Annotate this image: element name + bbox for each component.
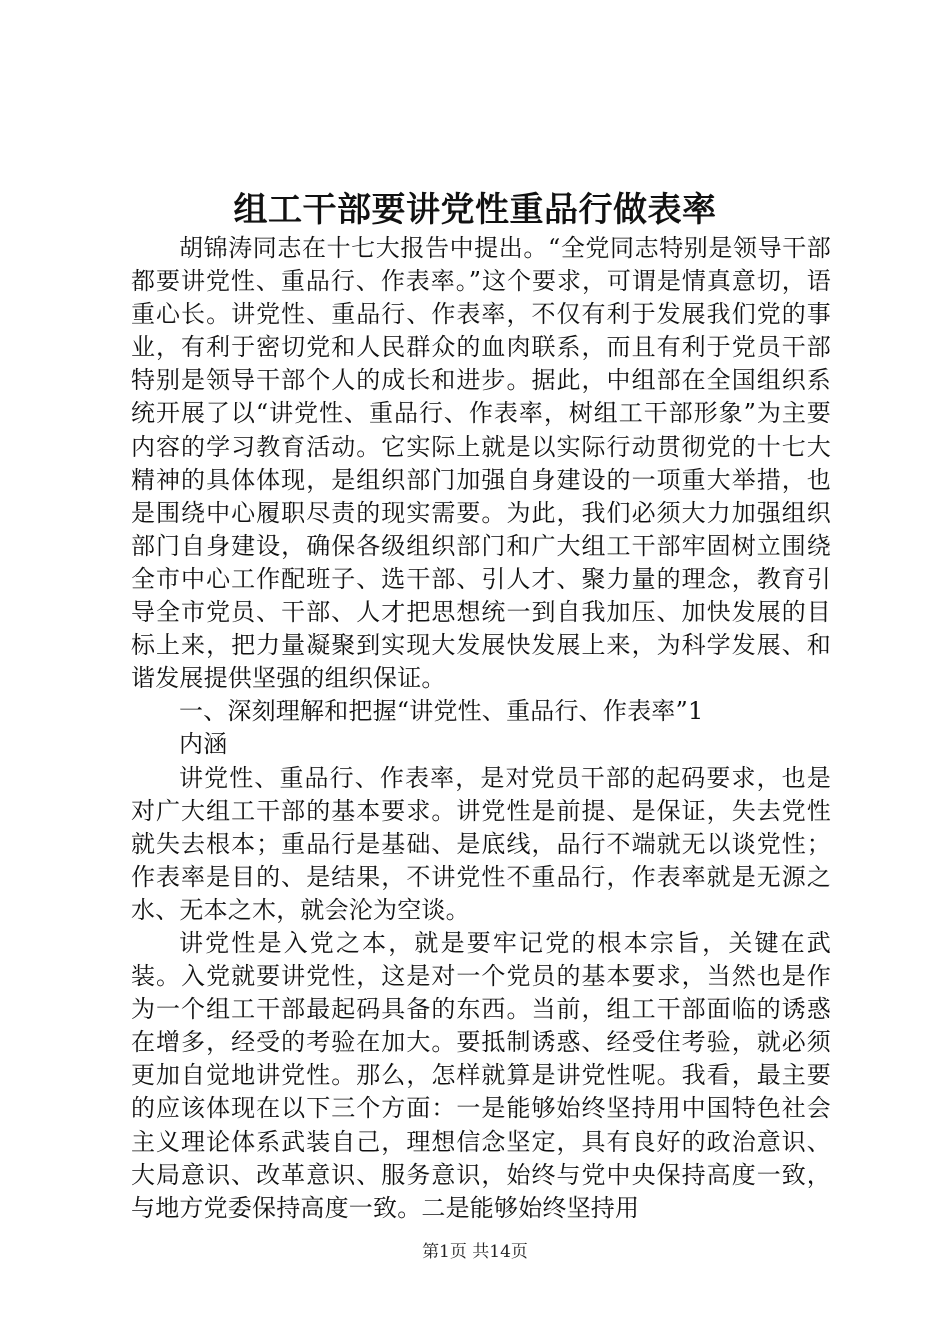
section-heading-continued: 内涵 bbox=[179, 730, 228, 759]
document-body bbox=[131, 232, 831, 1225]
paragraph-requirements: 讲党性、重品行、作表率，是对党员干部的起码要求，也是对广大组工干部的基本要求。讲党性是前提、是保证，失去党性就失去根本；重品行是基础、是底线，品行不端就无以谈党性；作表率是目的、是结果，不讲党性不重品行，作表率就是无源之水、无本之木，就会沦为空谈。 bbox=[131, 763, 831, 924]
section-heading: 一、深刻理解和把握“讲党性、重品行、作表率”1 bbox=[179, 697, 704, 726]
paragraph-party-spirit: 讲党性是入党之本，就是要牢记党的根本宗旨，关键在武装。入党就要讲党性，这是对一个党员的基本要求，当然也是作为一个组工干部最起码具备的东西。当前，组工干部面临的诱惑在增多，经受的考验在加大。要抵制诱惑、经受住考验，就必须更加自觉地讲党性。那么，怎样就算是讲党性呢。我看，最主要的应该体现在以下三个方面：一是能够始终坚持用中国特色社会主义理论体系武装自己，理想信念坚定，具有良好的政治意识、大局意识、改革意识、服务意识，始终与党中央保持高度一致，与地方党委保持高度一致。二是能够始终坚持用 bbox=[131, 928, 831, 1222]
paragraph-intro: 胡锦涛同志在十七大报告中提出。“全党同志特别是领导干部都要讲党性、重品行、作表率。”这个要求，可谓是情真意切，语重心长。讲党性、重品行、作表率，不仅有利于发展我们党的事业，有利于密切党和人民群众的血肉联系，而且有利于党员干部特别是领导干部个人的成长和进步。据此，中组部在全国组织系统开展了以“讲党性、重品行、作表率，树组工干部形象”为主要内容的学习教育活动。它实际上就是以实际行动贯彻党的十七大精神的具体体现，是组织部门加强自身建设的一项重大举措，也是围绕中心履职尽责的现实需要。为此，我们必须大力加强组织部门自身建设，确保各级组织部门和广大组工干部牢固树立围绕全市中心工作配班子、选干部、引人才、聚力量的理念，教育引导全市党员、干部、人才把思想统一到自我加压、加快发展的目标上来，把力量凝聚到实现大发展快发展上来，为科学发展、和谐发展提供坚强的组织保证。 bbox=[131, 234, 831, 693]
document-title: 组工干部要讲党性重品行做表率 bbox=[233, 190, 717, 230]
page-number-footer: 第1页 共14页 bbox=[422, 1242, 528, 1262]
